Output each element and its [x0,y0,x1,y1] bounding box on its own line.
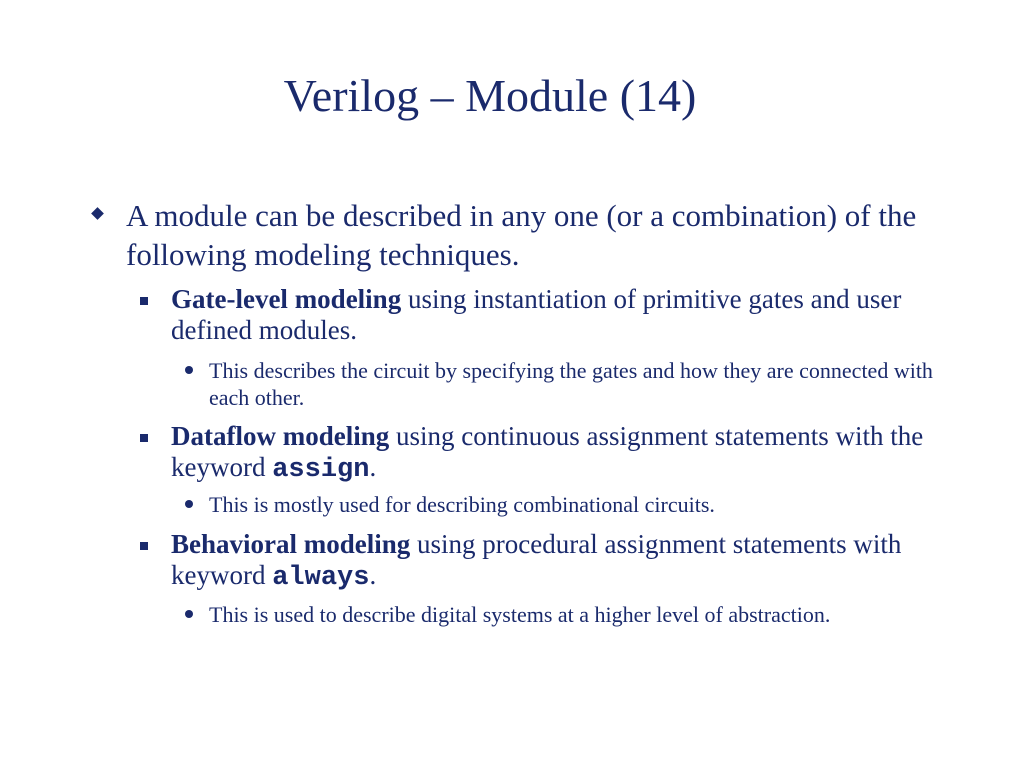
dataflow-end: . [369,452,377,482]
behavioral-description: using procedural assignment statements with keyword [171,529,902,590]
dataflow-description: using continuous assignment statements with the keyword [171,421,924,482]
square-bullet-icon [140,434,148,442]
square-bullet-icon [140,297,148,305]
dataflow-subbullet: This is mostly used for describing combinational circuits. [209,492,715,517]
dot-bullet-icon [185,610,193,618]
gate-level-bullet [171,284,951,346]
slide-title: Verilog – Module (14) [283,70,697,121]
square-bullet-icon [140,542,148,550]
main-bullet-text: A module can be described in any one (or a combination) of the following modeling techniques. [126,198,917,272]
dot-bullet-icon [185,500,193,508]
behavioral-end: . [369,560,377,590]
gate-level-term: Gate-level modeling [171,284,402,314]
dot-bullet-icon [185,366,193,374]
assign-keyword: assign [272,455,370,485]
diamond-bullet-icon [91,207,104,220]
behavioral-term: Behavioral modeling [171,529,411,559]
gate-level-description: using instantiation of primitive gates and user defined modules. [171,284,902,345]
always-keyword: always [272,563,370,593]
behavioral-bullet [171,529,951,594]
dataflow-term: Dataflow modeling [171,421,390,451]
dataflow-bullet [171,421,951,486]
behavioral-subbullet: This is used to describe digital systems at a higher level of abstraction. [209,602,831,627]
gate-level-subbullet: This describes the circuit by specifying the gates and how they are connected with each other. [209,358,933,410]
